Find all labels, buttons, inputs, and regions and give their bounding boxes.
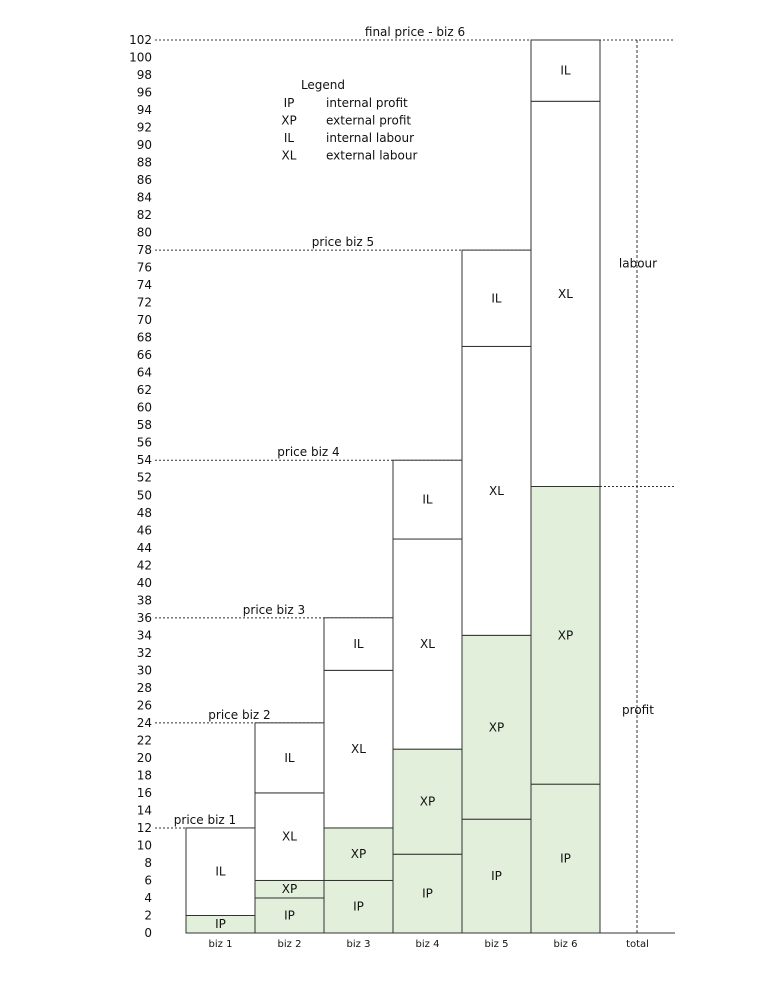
legend [281, 78, 417, 163]
y-tick-label: 88 [136, 155, 152, 170]
y-tick-label: 22 [136, 733, 152, 748]
y-tick-label: 90 [136, 138, 152, 153]
y-tick-label: 4 [144, 890, 152, 905]
legend-code: XL [281, 148, 297, 163]
legend-code: IL [283, 131, 295, 145]
y-tick-label: 100 [129, 50, 152, 65]
y-tick-label: 40 [136, 575, 152, 590]
y-tick-label: 14 [136, 803, 152, 818]
segment-label: IL [560, 63, 571, 78]
y-tick-label: 62 [136, 383, 152, 398]
segment-label: XL [351, 742, 366, 757]
y-tick-label: 98 [136, 68, 152, 83]
x-tick-label: biz 1 [208, 939, 233, 950]
segment-label: XP [557, 628, 574, 643]
y-tick-label: 20 [136, 750, 152, 765]
y-tick-label: 18 [136, 768, 152, 783]
segment-label: IL [284, 750, 295, 765]
y-tick-label: 86 [136, 173, 152, 188]
y-tick-label: 78 [136, 243, 152, 258]
y-tick-label: 56 [136, 435, 152, 450]
y-tick-label: 26 [136, 698, 152, 713]
legend-text: external labour [326, 148, 418, 163]
price-label: price biz 3 [242, 602, 306, 617]
price-label: price biz 5 [311, 235, 375, 250]
labour-label: labour [618, 256, 658, 271]
price-label: price biz 4 [277, 445, 340, 460]
x-tick-label: biz 4 [415, 939, 440, 950]
segment-label: IL [353, 637, 364, 652]
profit-label: profit [622, 702, 654, 717]
legend-text: external profit [326, 113, 412, 128]
bars [186, 40, 600, 933]
segment-label: IL [422, 492, 433, 507]
price-label: price biz 1 [173, 812, 237, 827]
y-tick-label: 58 [136, 418, 152, 433]
y-tick-label: 42 [136, 558, 152, 573]
x-tick-label: biz 3 [346, 939, 371, 950]
legend-code: XP [281, 113, 297, 128]
segment-label: IP [215, 917, 226, 932]
y-tick-label: 84 [136, 190, 152, 205]
y-tick-label: 92 [136, 120, 152, 135]
y-tick-label: 28 [136, 680, 152, 695]
segment-label: IP [422, 886, 433, 901]
legend-title: Legend [300, 78, 346, 92]
y-tick-label: 16 [136, 785, 152, 800]
y-tick-label: 24 [136, 715, 152, 730]
segment-label: XL [489, 483, 504, 498]
y-tick-label: 74 [136, 278, 152, 293]
y-tick-label: 32 [136, 645, 152, 660]
segment-label: XL [558, 286, 573, 301]
y-tick-label: 48 [136, 505, 152, 520]
price-label: final price - biz 6 [364, 25, 466, 40]
y-tick-label: 64 [136, 365, 152, 380]
y-tick-label: 76 [136, 260, 152, 275]
segment-label: IP [491, 869, 502, 884]
y-tick-label: 36 [136, 610, 152, 625]
x-axis-ticks [209, 939, 649, 950]
y-tick-label: 68 [136, 330, 152, 345]
y-tick-label: 72 [136, 295, 152, 310]
y-tick-label: 38 [136, 593, 152, 608]
legend-code: IP [283, 96, 295, 110]
y-tick-label: 50 [136, 488, 152, 503]
legend-text: internal labour [326, 131, 415, 145]
x-tick-label: biz 2 [277, 939, 302, 950]
y-tick-label: 10 [136, 838, 152, 853]
y-tick-label: 46 [136, 523, 152, 538]
y-tick-label: 44 [136, 540, 152, 555]
x-tick-label: biz 6 [553, 939, 578, 950]
legend-text: internal profit [326, 96, 408, 110]
segment-label: IP [284, 908, 295, 923]
y-tick-label: 54 [136, 453, 152, 468]
y-tick-label: 60 [136, 400, 152, 415]
x-tick-label: total [626, 939, 649, 950]
y-tick-label: 82 [136, 208, 152, 223]
y-axis-ticks [129, 33, 152, 940]
y-tick-label: 8 [144, 855, 152, 870]
segment-label: IL [491, 291, 502, 306]
y-tick-label: 12 [136, 820, 152, 835]
y-tick-label: 2 [144, 908, 152, 923]
x-tick-label: biz 5 [484, 939, 509, 950]
y-tick-label: 70 [136, 313, 152, 328]
segment-label: XP [350, 847, 367, 862]
y-tick-label: 52 [136, 470, 152, 485]
segment-label: XP [419, 794, 436, 809]
y-tick-label: 66 [136, 348, 152, 363]
segment-label: XL [282, 829, 297, 844]
y-tick-label: 30 [136, 663, 152, 678]
segment-label: XP [281, 882, 298, 897]
y-tick-label: 102 [129, 33, 152, 48]
segment-label: IP [353, 899, 364, 914]
segment-label: XP [488, 720, 505, 735]
y-tick-label: 96 [136, 85, 152, 100]
y-tick-label: 94 [136, 103, 152, 118]
segment-label: IP [560, 851, 571, 866]
y-tick-label: 6 [144, 873, 152, 888]
y-tick-label: 80 [136, 225, 152, 240]
price-label: price biz 2 [208, 707, 271, 722]
y-tick-label: 0 [144, 926, 152, 940]
segment-label: XL [420, 637, 435, 652]
y-tick-label: 34 [136, 628, 152, 643]
segment-label: IL [215, 864, 226, 879]
